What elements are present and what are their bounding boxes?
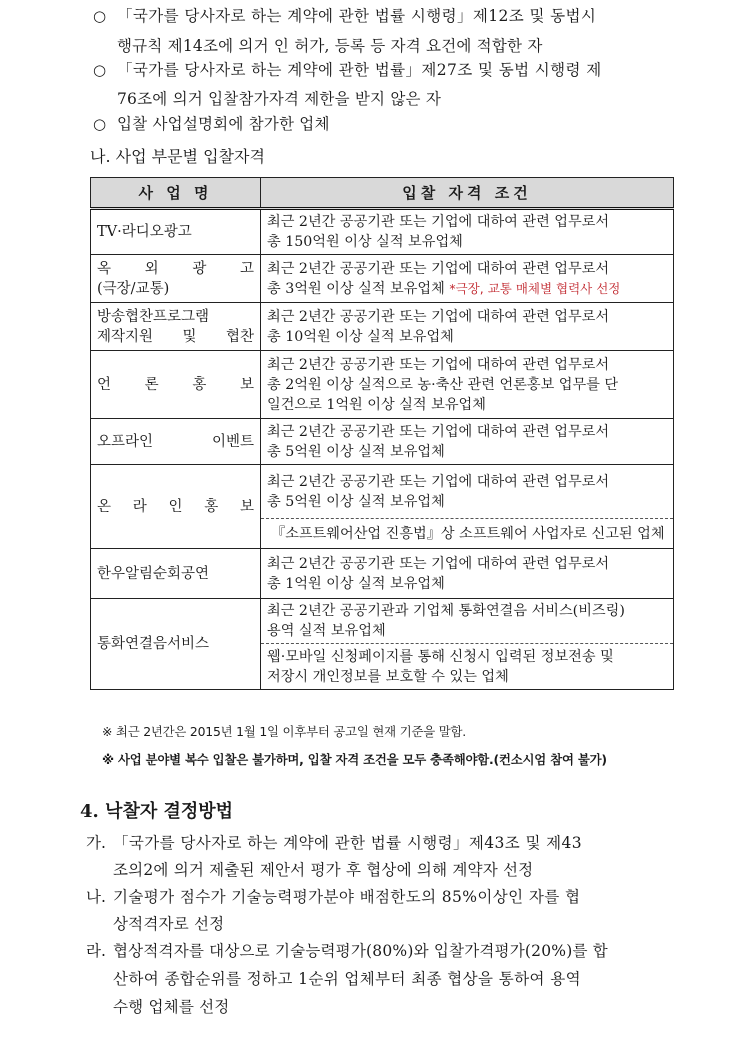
condition-line: 용역 실적 보유업체 xyxy=(267,623,386,639)
condition-cell xyxy=(261,209,674,255)
bullet-icon: ○ xyxy=(93,115,107,133)
note-multiple-bid: ※ 사업 분야별 복수 입찰은 불가하며, 입찰 자격 조건을 모두 충족해야함.(컨소시엄 참여 불가) xyxy=(102,752,607,767)
table-row xyxy=(91,549,674,599)
condition-line: 최근 2년간 공공기관 또는 기업에 대하여 관련 업무로서 xyxy=(267,423,610,440)
condition-line: 총 10억원 이상 실적 보유업체 xyxy=(267,328,454,345)
item-line: 협상적격자를 대상으로 기술능력평가(80%)와 입찰가격평가(20%)를 합 xyxy=(113,942,608,960)
table-row xyxy=(91,303,674,351)
condition-line: 총 150억원 이상 실적 보유업체 xyxy=(267,234,463,250)
condition-line: 최근 2년간 공공기관 또는 기업에 대하여 관련 업무로서 xyxy=(267,473,610,490)
business-name: 오프라인 이벤트 xyxy=(91,419,261,465)
red-note: *극장, 교통 매체별 협력사 선정 xyxy=(449,280,621,296)
bullet-line: 행규칙 제14조에 의거 인 허가, 등록 등 자격 요건에 적합한 자 xyxy=(117,37,543,55)
condition-line: 최근 2년간 공공기관 또는 기업에 대하여 관련 업무로서 xyxy=(267,214,610,230)
condition-line: 최근 2년간 공공기관 또는 기업에 대하여 관련 업무로서 xyxy=(267,555,610,572)
bullet-line: 「국가를 당사자로 하는 계약에 관한 법률」제27조 및 동법 시행령 제 xyxy=(117,61,602,79)
item-label: 라. xyxy=(86,942,106,960)
bullet-line: 「국가를 당사자로 하는 계약에 관한 법률 시행령」제12조 및 동법시 xyxy=(117,7,597,25)
bullet-icon: ○ xyxy=(93,61,107,79)
header-business-name: 사 업 명 xyxy=(91,178,261,209)
condition-text: 총 3억원 이상 실적 보유업체 xyxy=(267,280,450,297)
qualification-table xyxy=(90,177,674,690)
condition-line: 웹·모바일 신청페이지를 통해 신청시 입력된 정보전송 및 xyxy=(267,648,614,665)
condition-line: 최근 2년간 공공기관과 기업체 통화연결음 서비스(비즈링) xyxy=(267,603,625,619)
condition-cell xyxy=(261,351,674,419)
business-name-line: 방송협찬프로그램 xyxy=(97,308,210,325)
condition-cell xyxy=(261,419,674,465)
condition-line: 총 5억원 이상 실적 보유업체 xyxy=(267,443,445,460)
note-period: ※ 최근 2년간은 2015년 1월 1일 이후부터 공고일 현재 기준을 말함. xyxy=(102,724,467,739)
condition-cell xyxy=(261,599,674,644)
condition-line xyxy=(267,279,667,299)
item-line: 기술평가 점수가 기술능력평가분야 배점한도의 85%이상인 자를 협 xyxy=(113,888,581,906)
business-name-line: 옥 외 광 고 xyxy=(97,260,254,277)
business-name-line: 제작지원 및 협찬 xyxy=(97,328,254,345)
table-row xyxy=(91,465,674,519)
section-title: 4. 낙찰자 결정방법 xyxy=(80,801,234,822)
item-line: 상적격자로 선정 xyxy=(113,915,225,933)
business-name: 언 론 홍 보 xyxy=(91,351,261,419)
condition-line: 최근 2년간 공공기관 또는 기업에 대하여 관련 업무로서 xyxy=(267,356,610,373)
condition-line: 총 5억원 이상 실적 보유업체 xyxy=(267,493,445,510)
table-row xyxy=(91,209,674,255)
table-row xyxy=(91,599,674,644)
condition-line: 최근 2년간 공공기관 또는 기업에 대하여 관련 업무로서 xyxy=(267,260,610,277)
table-row xyxy=(91,351,674,419)
business-name xyxy=(91,303,261,351)
business-name xyxy=(91,255,261,303)
table-row xyxy=(91,419,674,465)
item-line: 「국가를 당사자로 하는 계약에 관한 법률 시행령」제43조 및 제43 xyxy=(113,834,583,852)
condition-line: 총 2억원 이상 실적으로 농·축산 관련 언론홍보 업무를 단 xyxy=(267,376,619,393)
condition-line: 일건으로 1억원 이상 실적 보유업체 xyxy=(267,396,486,413)
condition-line: 『소프트웨어산업 진흥법』상 소프트웨어 사업자로 신고된 업체 xyxy=(271,525,665,542)
condition-cell xyxy=(261,549,674,599)
item-line: 조의2에 의거 제출된 제안서 평가 후 협상에 의해 계약자 선정 xyxy=(113,861,534,879)
condition-line: 총 1억원 이상 실적 보유업체 xyxy=(267,575,445,592)
subsection-title: 나. 사업 부문별 입찰자격 xyxy=(90,147,265,166)
table-header-row xyxy=(91,178,674,209)
bullet-line: 입찰 사업설명회에 참가한 업체 xyxy=(117,115,330,133)
header-conditions: 입찰 자격 조건 xyxy=(261,178,674,209)
business-name: 온 라 인 홍 보 xyxy=(91,465,261,549)
business-name: 한우알림순회공연 xyxy=(91,549,261,599)
condition-cell xyxy=(261,519,674,549)
condition-line: 최근 2년간 공공기관 또는 기업에 대하여 관련 업무로서 xyxy=(267,308,610,325)
business-name: 통화연결음서비스 xyxy=(91,599,261,690)
item-label: 가. xyxy=(86,834,106,852)
item-line: 수행 업체를 선정 xyxy=(113,998,230,1016)
condition-cell xyxy=(261,465,674,519)
business-name: TV·라디오광고 xyxy=(91,209,261,255)
condition-cell xyxy=(261,255,674,303)
condition-cell xyxy=(261,644,674,690)
bullet-line: 76조에 의거 입찰참가자격 제한을 받지 않은 자 xyxy=(117,90,442,108)
bullet-icon: ○ xyxy=(93,7,107,25)
item-line: 산하여 종합순위를 정하고 1순위 업체부터 최종 협상을 통하여 용역 xyxy=(113,970,581,988)
condition-line: 저장시 개인정보를 보호할 수 있는 업체 xyxy=(267,668,509,685)
condition-cell xyxy=(261,303,674,351)
item-label: 나. xyxy=(86,888,106,906)
business-name-line: (극장/교통) xyxy=(97,280,170,297)
table-row xyxy=(91,255,674,303)
